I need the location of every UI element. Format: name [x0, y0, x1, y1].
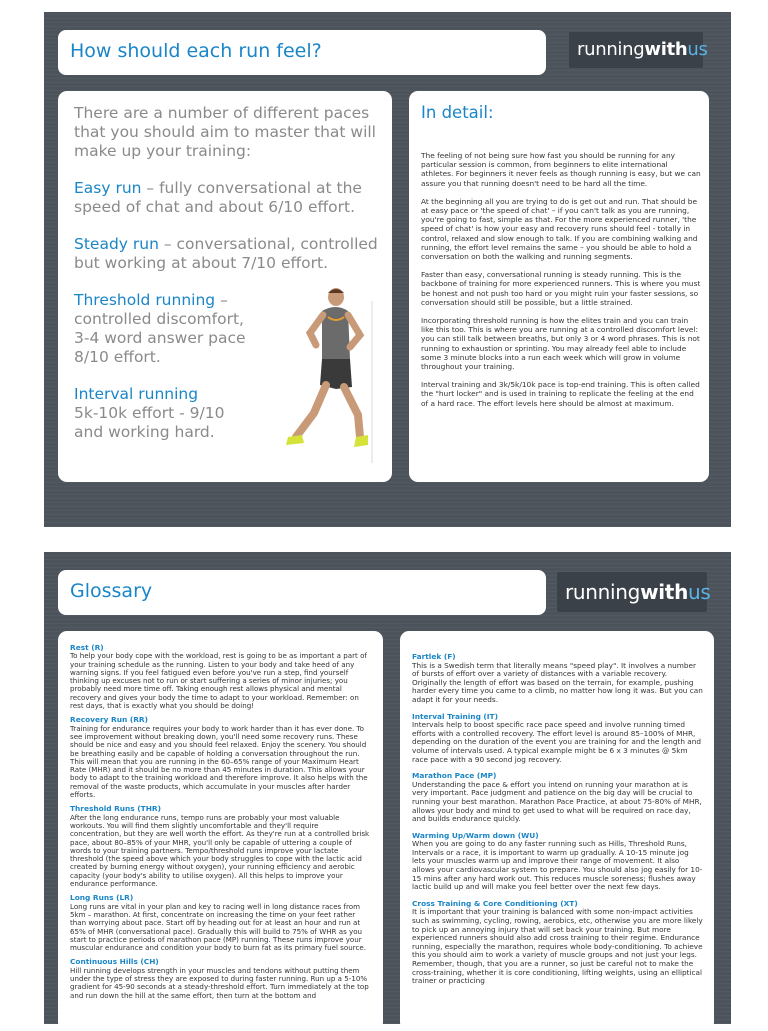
glossary-definition: To help your body cope with the workload, rest is going to be as important a part of your training schedule as the running. Listen to your body and take heed of any warning signs. If you feel fatigued even before you've run a step, find yourself thinking up excuses not to run or start suffering a series of minor injuries; you probably need more time off. Taking enough rest allows physical and mental recovery and gives your body the time to adapt to your workload. Remember: on rest days, that is exactly what you should be doing!	[70, 651, 367, 711]
runningwithus-logo: runningwithus	[569, 32, 703, 68]
page-title: How should each run feel?	[70, 40, 322, 62]
glossary-term: Fartlek (F)	[412, 652, 456, 661]
glossary-definition: Training for endurance requires your body to work harder than it has ever done. To see improvement without breaking down, you'll need some recovery runs. These should be nice and easy and you should feel relaxed. Enjoy the scenery. You should be breathing easily and be capable of holding a conversation throughout the run. This will mean that you are running in the 60–65% range of your Maximum Heart Rate (MHR) and it should be no more than 45 minutes in duration. This allows your body to adapt to the training workload and therefore improve. It also helps with the removal of the waste products, which accumulate in your muscles after harder efforts.	[70, 723, 368, 800]
page-title: Glossary	[70, 580, 153, 602]
page-glossary	[44, 552, 731, 1024]
detail-paragraph: At the beginning all you are trying to do is get out and run. That should be at easy pace or 'the speed of chat' – if you can't talk as you are running, you're going to fast, simple as that. For the more experienced runner, 'the speed of chat' is how your easy and recovery runs should feel - totally in control, relaxed and slow enough to talk. If you are combining walking and running, the effort level remains the same – you should be able to hold a conversation on both the walking and running segments.	[421, 196, 698, 262]
glossary-left-panel	[58, 631, 383, 1031]
glossary-definition: After the long endurance runs, tempo runs are probably your most valuable workouts. You will find them slightly uncomfortable and they'll require concentration, but they are well worth the effort. As they're run at a controlled brisk pace, about 80–85% of your MHR, you'll only be capable of uttering a couple of words to your training partners. Tempo/threshold runs improve your lactate threshold (the speed above which your body struggles to cope with the lactic acid created by burning energy without oxygen), your running efficiency and aerobic capacity (your body's ability to utilise oxygen). All this helps to improve your endurance performance.	[70, 812, 370, 889]
runningwithus-logo: runningwithus	[557, 572, 707, 612]
runner-illustration	[276, 287, 386, 477]
glossary-right-panel	[400, 631, 714, 1031]
glossary-term: Interval Training (IT)	[412, 711, 498, 721]
pace-easy: Easy run – fully conversational at the speed of chat and about 6/10 effort.	[74, 179, 362, 216]
detail-paragraph: Incorporating threshold running is how the elites train and you can train like this too. This is where you are running at a controlled discomfort level: you can still talk between breaths, but only 3 or 4 word phrases. This is not running to exhaustion or sprinting. You may already feel able to include some 3 minute blocks into a run each week which will grow in volume throughout your training.	[421, 316, 700, 372]
page-how-should-each-run-feel	[44, 12, 731, 527]
detail-heading: In detail:	[421, 103, 494, 122]
glossary-definition: Understanding the pace & effort you intend on running your marathon at is very important. Pace judgment and patience on the big day will be crucial to running your best marathon. Marathon Pace Practice, at about 75-80% of MHR, allows your body and mind to get used to what will be required on race day, and builds endurance quickly.	[412, 779, 702, 824]
glossary-definition: When you are going to do any faster running such as Hills, Threshold Runs, Intervals or a race, it is important to warm up gradually. A 10-15 minute jog lets your muscles warm up and improve their range of movement. It also allows your cardiovascular system to prepare. You should also jog easily for 10-15 mins after any hard work out. This reduces muscle soreness; flushes away lactic build up and will make you feel better over the next few days.	[412, 839, 703, 892]
glossary-term: Marathon Pace (MP)	[412, 771, 497, 781]
pace-steady: Steady run – conversational, controlled but working at about 7/10 effort.	[74, 235, 378, 272]
paces-intro: There are a number of different paces that you should aim to master that will make up your training:	[74, 104, 376, 160]
glossary-definition: Hill running develops strength in your muscles and tendons without putting them under the type of stress they are exposed to during faster running. Run up a 5-10% gradient for 45-90 seconds at a steady-threshold effort. Turn immediately at the top and run down the hill at the same effort, then turn at the bottom and	[70, 965, 369, 1000]
page-title-box	[58, 30, 546, 75]
detail-paragraph: The feeling of not being sure how fast you should be running for any particular session is common, from beginners to elite international athletes. For beginners it never feels as though running is easy, but we can assure you that running doesn't need to be hard all the time.	[421, 151, 701, 188]
page-title-box	[58, 570, 546, 615]
detail-panel	[409, 91, 709, 482]
glossary-term: Recovery Run (RR)	[70, 715, 148, 725]
pace-interval: Interval running 5k-10k effort - 9/10 and working hard.	[74, 385, 225, 441]
glossary-term: Threshold Runs (THR)	[70, 804, 161, 814]
glossary-definition: Long runs are vital in your plan and key to racing well in long distance races from 5km – marathon. At first, concentrate on increasing the time on your feet rather than worrying about pace. Start off by heading out for at least an hour and run at 65% of MHR (conversational pace). Gradually this will build to 75% of WHR as you start to practice periods of marathon pace (MP) running. These runs improve your muscular endurance and condition your body to burn fat as its primary fuel source.	[70, 901, 366, 953]
glossary-term: Cross Training & Core Conditioning (XT)	[412, 898, 578, 908]
glossary-definition: This is a Swedish term that literally means "speed play". It involves a number of bursts of effort over a variety of distances with a variable recovery. Originally the length of effort was based on the terrain, for example, pushing harder every time you came to a climb, no matter how long it was. But you can adapt it for your needs.	[412, 660, 703, 704]
pace-threshold: Threshold running – controlled discomfort, 3-4 word answer pace 8/10 effort.	[74, 291, 246, 366]
glossary-term: Continuous Hills (CH)	[70, 957, 159, 967]
glossary-term: Long Runs (LR)	[70, 893, 134, 903]
paces-panel	[58, 91, 392, 482]
glossary-definition: Intervals help to boost specific race pace speed and involve running timed efforts with a controlled recovery. The effort level is around 85–100% of MHR, depending on the duration of the event you are training for and the length and volume of intervals used. A typical example might be 6 x 3 minutes @ 5km race pace with a 90 second jog recovery.	[412, 720, 702, 764]
glossary-definition: It is important that your training is balanced with some non-impact activities such as swimming, cycling, rowing, aerobics, etc, otherwise you are more likely to pick up an annoying injury that will set back your training. But more experienced runners should also add cross training to their regime. Endurance running, especially the marathon, requires whole body-conditioning. To achieve this you should aim to work a variety of muscle groups and not just your legs. Remember, though, that you are a runner, so just be careful not to make the cross-training, whether it is core conditioning, lifting weights, using an elliptical trainer or practicing	[412, 907, 703, 986]
detail-paragraph: Faster than easy, conversational running is steady running. This is the backbone of training for more experienced runners. This is where you must be honest and not push too hard or you might ruin your faster sessions, so conversation should still be possible, but a little strained.	[421, 270, 701, 307]
detail-paragraph: Interval training and 3k/5k/10k pace is top-end training. This is often called the "hurt locker" and is used in training to replicate the feeling at the end of a hard race. The effort levels here should be almost at maximum.	[421, 380, 700, 408]
glossary-term: Warming Up/Warm down (WU)	[412, 830, 539, 840]
glossary-term: Rest (R)	[70, 643, 104, 652]
